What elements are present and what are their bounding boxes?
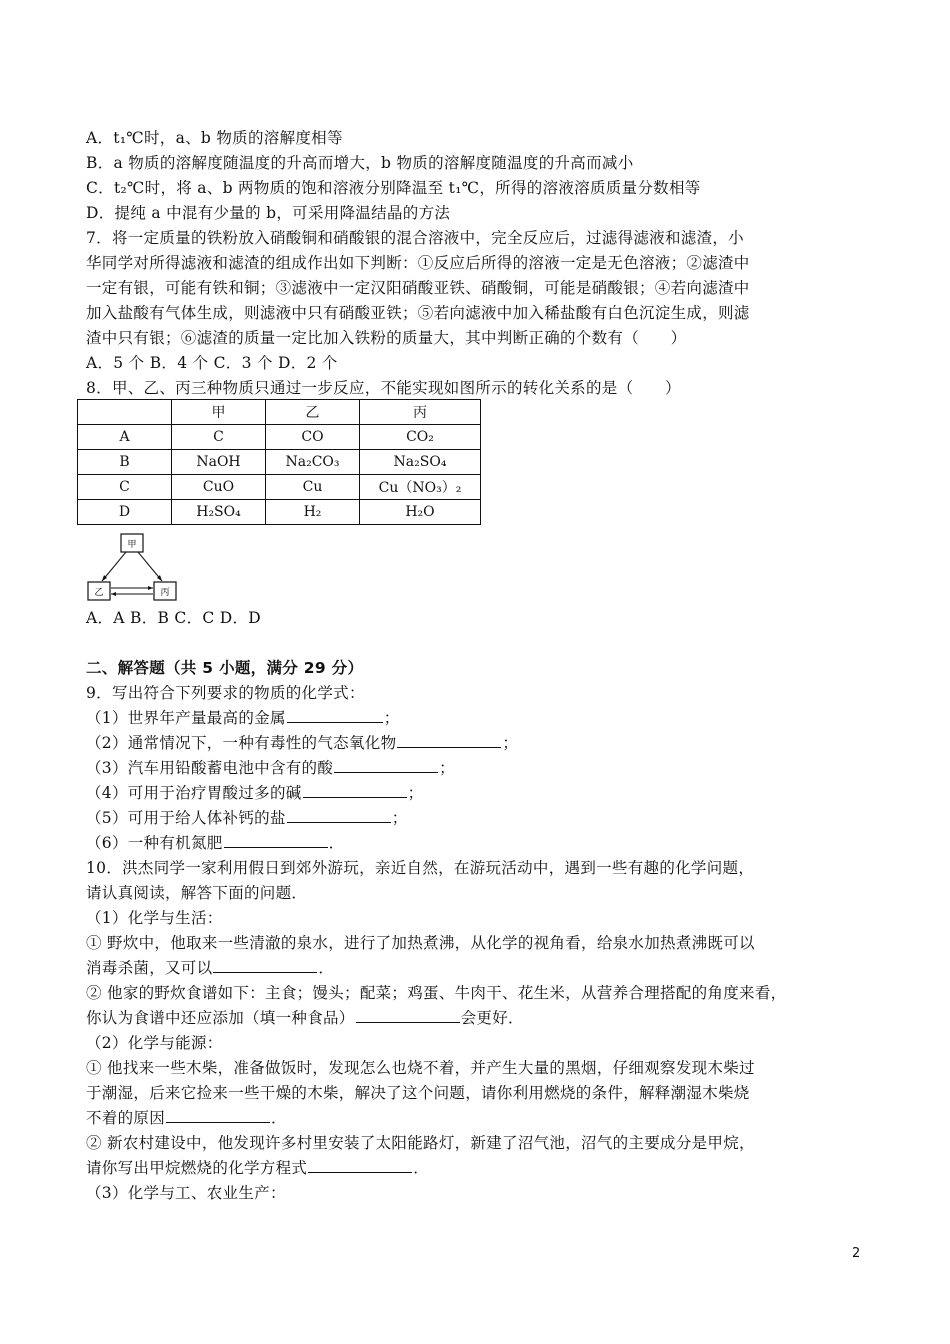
q9-item-text: （1）世界年产量最高的金属 — [86, 709, 286, 727]
table-cell: C — [78, 475, 172, 500]
q8-options: A．A B．B C．C D．D — [86, 609, 262, 627]
q10-part1-a-line2 — [86, 958, 334, 978]
answer-blank[interactable] — [213, 958, 317, 973]
answer-blank[interactable] — [397, 733, 501, 748]
q7-line-3: 一定有银，可能有铁和铜；③滤液中一定汉阳硝酸亚铁、硝酸铜，可能是硝酸银；④若向滤渣中 — [86, 279, 750, 297]
answer-blank[interactable] — [356, 1008, 460, 1023]
q10-part3-title: （3）化学与工、农业生产： — [86, 1184, 286, 1202]
q10-part2-a-line2: 于潮湿，后来它捡来一些干燥的木柴，解决了这个问题，请你利用燃烧的条件，解释潮湿木柴烧 — [86, 1084, 750, 1102]
q10-part1-a-line1: ① 野炊中，他取来一些清澈的泉水，进行了加热煮沸，从化学的视角看，给泉水加热煮沸既可以 — [86, 934, 755, 952]
q6-option-c: C．t₂℃时，将 a、b 两物质的饱和溶液分别降温至 t₁℃，所得的溶液溶质质量分数相等 — [86, 179, 701, 197]
answer-blank[interactable] — [308, 1158, 412, 1173]
q9-item-end: ； — [502, 734, 519, 752]
table-cell: Na₂SO₄ — [360, 450, 481, 475]
answer-blank[interactable] — [166, 1108, 270, 1123]
q10-part2-title: （2）化学与能源： — [86, 1034, 223, 1052]
section-heading — [86, 658, 363, 678]
page-number: 2 — [852, 1246, 861, 1261]
q10-part1-b-line1: ② 他家的野炊食谱如下：主食；馒头；配菜；鸡蛋、牛肉干、花生米，从营养合理搭配的角度来看， — [86, 984, 787, 1002]
q6-option-d: D．提纯 a 中混有少量的 b，可采用降温结晶的方法 — [86, 204, 451, 222]
table-cell: NaOH — [172, 450, 266, 475]
table-cell: CuO — [172, 475, 266, 500]
q10-text-end: 会更好． — [460, 1009, 524, 1027]
section-heading-text: 二、解答题（共 5 小题，满分 29 分） — [86, 659, 364, 677]
q9-item-5 — [86, 808, 408, 828]
q10-text: 你认为食谱中还应添加（填一种食品） — [86, 1009, 355, 1027]
q9-item-end: ； — [439, 759, 455, 777]
q9-item-text: （4）可用于治疗胃酸过多的碱 — [86, 784, 302, 802]
q7-line-5: 渣中只有银；⑥滤渣的质量一定比加入铁粉的质量大，其中判断正确的个数有（ ） — [86, 329, 687, 347]
table-row — [78, 500, 481, 525]
q9-item-end: ； — [391, 809, 408, 827]
answer-blank[interactable] — [334, 758, 438, 773]
table-row — [78, 475, 481, 500]
diagram-label-top: 甲 — [127, 540, 137, 550]
table-cell: H₂O — [360, 500, 481, 525]
table-header-cell: 甲 — [172, 400, 266, 425]
q10-part2-a-line3 — [86, 1108, 287, 1128]
q9-item-text: （5）可用于给人体补钙的盐 — [86, 809, 286, 827]
q10-part2-b-line2 — [86, 1158, 429, 1178]
q9-item-text: （2）通常情况下，一种有毒性的气态氧化物 — [86, 734, 397, 752]
q6-option-b: B．a 物质的溶解度随温度的升高而增大，b 物质的溶解度随温度的升高而减小 — [86, 154, 634, 172]
table-header-cell — [78, 400, 172, 425]
answer-blank[interactable] — [303, 783, 407, 798]
table-cell: A — [78, 425, 172, 450]
table-cell: C — [172, 425, 266, 450]
table-cell: Na₂CO₃ — [266, 450, 360, 475]
table-row — [78, 450, 481, 475]
q7-options: A．5 个 B．4 个 C．3 个 D．2 个 — [86, 354, 338, 372]
q10-part2-a-line1: ① 他找来一些木柴，准备做饭时，发现怎么也烧不着，并产生大量的黑烟，仔细观察发现木柴过 — [86, 1059, 755, 1077]
q9-stem: 9．写出符合下列要求的物质的化学式： — [86, 684, 365, 702]
q9-item-6 — [86, 833, 344, 853]
table-cell: D — [78, 500, 172, 525]
q6-option-a: A．t₁℃时，a、b 物质的溶解度相等 — [86, 129, 343, 147]
table-cell: B — [78, 450, 172, 475]
q9-item-4 — [86, 783, 423, 803]
answer-blank[interactable] — [224, 833, 328, 848]
q9-item-text: （6）一种有机氮肥 — [86, 834, 223, 852]
diagram-label-left: 乙 — [94, 588, 104, 598]
q10-intro-1: 10．洪杰同学一家利用假日到郊外游玩，亲近自然，在游玩活动中，遇到一些有趣的化学问题， — [86, 859, 755, 877]
q10-text: 请你写出甲烷燃烧的化学方程式 — [86, 1159, 308, 1177]
table-header-cell: 乙 — [266, 400, 360, 425]
table-row — [78, 425, 481, 450]
q9-item-text: （3）汽车用铅酸蓄电池中含有的酸 — [86, 759, 334, 777]
q9-item-1 — [86, 708, 400, 728]
table-cell: Cu（NO₃）₂ — [360, 475, 481, 500]
q9-item-end: ； — [407, 784, 424, 802]
table-cell: H₂SO₄ — [172, 500, 266, 525]
q8-stem: 8．甲、乙、丙三种物质只通过一步反应，不能实现如图所示的转化关系的是（ ） — [86, 379, 681, 397]
arrowhead-icon — [111, 592, 116, 596]
q8-table — [77, 399, 481, 525]
q9-item-end: ； — [383, 709, 400, 727]
answer-blank[interactable] — [287, 708, 383, 723]
q10-text-end: ． — [318, 959, 335, 977]
diagram-label-right: 丙 — [160, 588, 170, 598]
q7-line-4: 加入盐酸有气体生成，则滤液中只有硝酸亚铁；⑤若向滤液中加入稀盐酸有白色沉淀生成，则滤 — [86, 304, 750, 322]
q10-part1-b-line2 — [86, 1008, 524, 1028]
q7-line-1: 7．将一定质量的铁粉放入硝酸铜和硝酸银的混合溶液中，完全反应后，过滤得滤液和滤渣，小 — [86, 229, 744, 247]
table-cell: H₂ — [266, 500, 360, 525]
table-header-cell: 丙 — [360, 400, 481, 425]
q8-transformation-diagram — [86, 532, 180, 604]
arrowhead-icon — [148, 586, 153, 590]
q10-text: 不着的原因 — [86, 1109, 166, 1127]
q10-part1-title: （1）化学与生活： — [86, 909, 223, 927]
table-header-row — [78, 400, 481, 425]
q9-item-2 — [86, 733, 518, 753]
q10-text-end: ． — [413, 1159, 430, 1177]
q10-part2-b-line1: ② 新农村建设中，他发现许多村里安装了太阳能路灯，新建了沼气池，沼气的主要成分是甲烷， — [86, 1134, 755, 1152]
answer-blank[interactable] — [287, 808, 391, 823]
q10-text: 消毒杀菌，又可以 — [86, 959, 213, 977]
q9-item-3 — [86, 758, 455, 778]
q10-intro-2: 请认真阅读，解答下面的问题． — [86, 884, 308, 902]
table-cell: CO₂ — [360, 425, 481, 450]
table-cell: CO — [266, 425, 360, 450]
q9-item-end: ． — [328, 834, 345, 852]
q10-text-end: ． — [271, 1109, 287, 1127]
table-cell: Cu — [266, 475, 360, 500]
q7-line-2: 华同学对所得滤液和滤渣的组成作出如下判断：①反应后所得的溶液一定是无色溶液；②滤渣中 — [86, 254, 750, 272]
